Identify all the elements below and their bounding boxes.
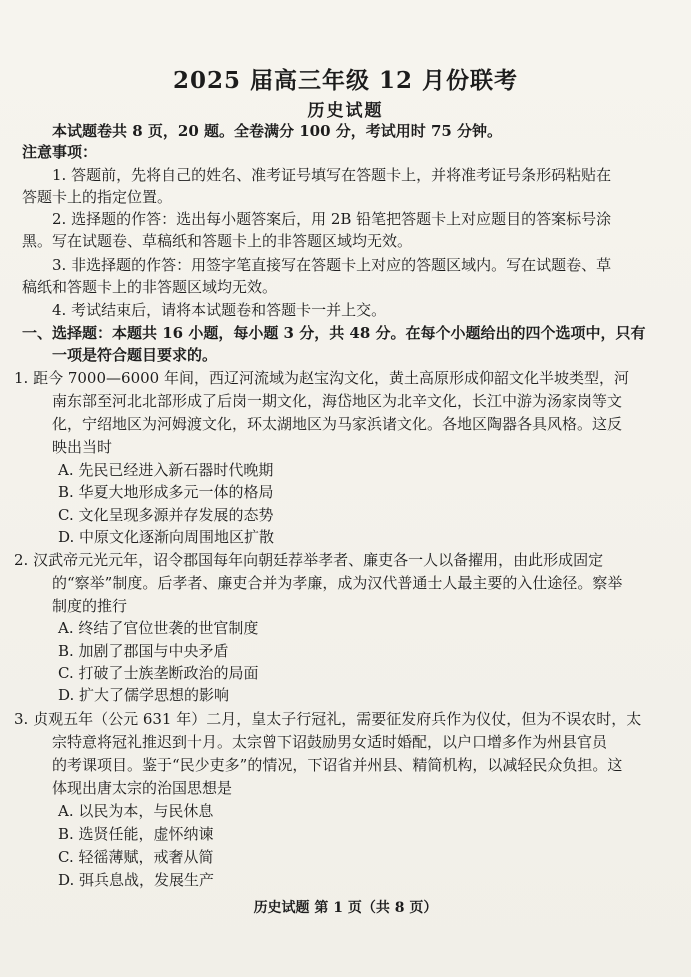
q2-stem-line: 制度的推行 bbox=[52, 597, 128, 615]
q3-stem-line: 的考课项目。鉴于“民少吏多”的情况，下诏省并州县、精简机构，以减轻民众负担。这 bbox=[52, 756, 623, 774]
q3-stem-line: 3. 贞观五年（公元 631 年）二月，皇太子行冠礼，需要征发府兵作为仪仗，但为不误农时，太 bbox=[14, 710, 642, 728]
q3-stem-line: 体现出唐太宗的治国思想是 bbox=[52, 779, 233, 797]
notice-item: 答题卡上的指定位置。 bbox=[22, 188, 173, 206]
q1-option-d: D. 中原文化逐渐向周围地区扩散 bbox=[58, 528, 275, 546]
q1-option-a: A. 先民已经进入新石器时代晚期 bbox=[58, 461, 274, 479]
q2-stem-line: 的“察举”制度。后孝者、廉吏合并为孝廉，成为汉代普通士人最主要的入仕途径。察举 bbox=[52, 574, 623, 592]
q2-option-c: C. 打破了士族垄断政治的局面 bbox=[58, 664, 259, 682]
q3-option-a: A. 以民为本，与民休息 bbox=[58, 802, 214, 820]
q3-option-c: C. 轻徭薄赋，戒奢从简 bbox=[58, 848, 214, 866]
notice-item: 黑。写在试题卷、草稿纸和答题卡上的非答题区域均无效。 bbox=[22, 232, 413, 250]
exam-title: 2025 届高三年级 12 月份联考 bbox=[172, 67, 519, 94]
q1-stem-line: 1. 距今 7000—6000 年间，西辽河流域为赵宝沟文化，黄土高原形成仰韶文化半坡类型，河 bbox=[14, 369, 629, 387]
q1-option-c: C. 文化呈现多源并存发展的态势 bbox=[58, 506, 274, 524]
q1-option-b: B. 华夏大地形成多元一体的格局 bbox=[58, 483, 274, 501]
q1-stem-line: 南东部至河北北部形成了后岗一期文化，海岱地区为北辛文化，长江中游为汤家岗等文 bbox=[52, 392, 623, 410]
notice-item: 3. 非选择题的作答：用签字笔直接写在答题卡上对应的答题区域内。写在试题卷、草 bbox=[52, 256, 612, 274]
q1-stem-line: 映出当时 bbox=[52, 438, 113, 456]
q3-stem-line: 宗特意将冠礼推迟到十月。太宗曾下诏鼓励男女适时婚配，以户口增多作为州县官员 bbox=[52, 733, 608, 751]
notice-item: 4. 考试结束后，请将本试题卷和答题卡一并上交。 bbox=[52, 301, 387, 319]
q3-option-d: D. 弭兵息战，发展生产 bbox=[58, 871, 215, 889]
q2-option-a: A. 终结了官位世袭的世官制度 bbox=[58, 619, 259, 637]
notice-heading: 注意事项： bbox=[22, 143, 98, 161]
notice-item: 2. 选择题的作答：选出每小题答案后，用 2B 铅笔把答题卡上对应题目的答案标号涂 bbox=[52, 210, 612, 228]
q1-stem-line: 化，宁绍地区为河姆渡文化，环太湖地区为马家浜诸文化。各地区陶器各具风格。这反 bbox=[52, 415, 623, 433]
q2-stem-line: 2. 汉武帝元光元年，诏令郡国每年向朝廷荐举孝者、廉吏各一人以备擢用，由此形成固定 bbox=[14, 551, 604, 569]
q2-option-b: B. 加剧了郡国与中央矛盾 bbox=[58, 642, 229, 660]
exam-subject: 历史试题 bbox=[307, 101, 384, 121]
q3-option-b: B. 选贤任能，虚怀纳谏 bbox=[58, 825, 214, 843]
section-heading: 一、选择题：本题共 16 小题，每小题 3 分，共 48 分。在每个小题给出的四个选项中，只有 bbox=[22, 324, 646, 342]
page-footer: 历史试题 第 1 页（共 8 页） bbox=[253, 900, 438, 916]
q2-option-d: D. 扩大了儒学思想的影响 bbox=[58, 686, 230, 704]
notice-item: 1. 答题前，先将自己的姓名、准考证号填写在答题卡上，并将准考证号条形码粘贴在 bbox=[52, 166, 612, 184]
notice-item: 稿纸和答题卡上的非答题区域均无效。 bbox=[22, 278, 278, 296]
section-heading-cont: 一项是符合题目要求的。 bbox=[52, 346, 218, 364]
exam-info: 本试题卷共 8 页，20 题。全卷满分 100 分，考试用时 75 分钟。 bbox=[52, 122, 503, 140]
